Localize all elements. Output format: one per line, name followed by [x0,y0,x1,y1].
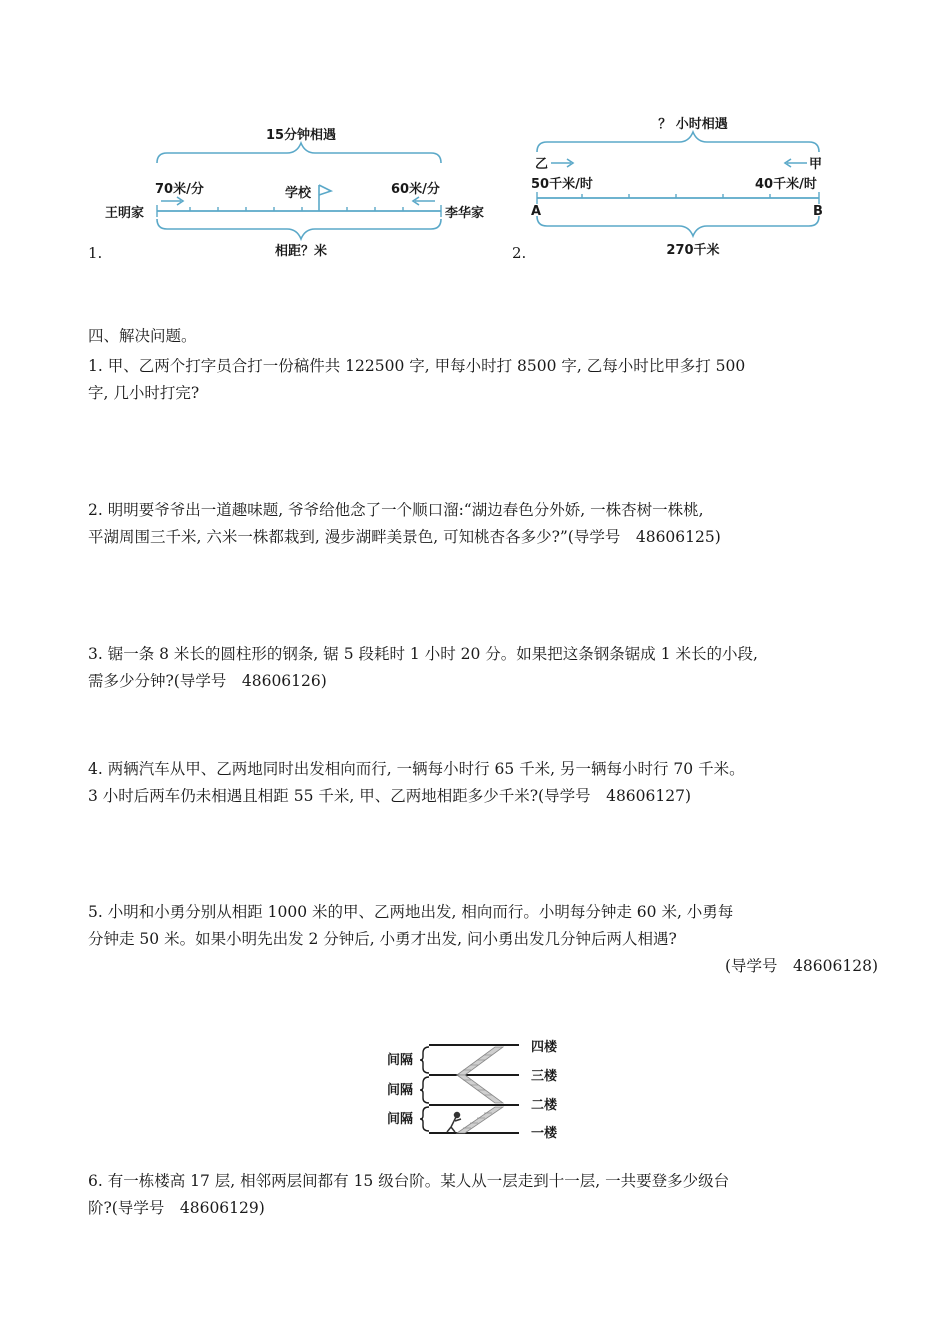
problem-4-line-1: 4. 两辆汽车从甲、乙两地同时出发相向而行, 一辆每小时行 65 千米, 另一辆每小时行 70 千米。 [88,760,745,778]
top-brace-label: ？ 小时相遇 [658,117,728,132]
figure-1-number: 1. [88,244,103,262]
problem-1 [88,353,878,407]
problem-2 [88,497,878,551]
problem-1-line-1: 1. 甲、乙两个打字员合打一份稿件共 122500 字, 甲每小时打 8500 字, 乙每小时比甲多打 500 [88,357,746,375]
top-brace-label: 15分钟相遇 [265,128,337,143]
figure-2-number: 2. [512,244,527,262]
gap-label-1: 间隔 [387,1053,414,1068]
problem-4-line-2: 3 小时后两车仍未相遇且相距 55 千米, 甲、乙两地相距多少千米?(导学号 48606127) [88,787,692,805]
right-home-label: 李华家 [445,206,485,221]
point-b: B [813,204,823,219]
problem-1-line-2: 字, 几小时打完? [88,384,200,402]
problem-3-line-1: 3. 锯一条 8 米长的圆柱形的钢条, 锯 5 段耗时 1 小时 20 分。如果把这条钢条锯成 1 米长的小段, [88,645,758,663]
bottom-brace [157,219,441,239]
floor-label-1: 一楼 [531,1126,558,1141]
top-brace [537,132,819,152]
problem-5-line-1: 5. 小明和小勇分别从相距 1000 米的甲、乙两地出发, 相向而行。小明每分钟走 60 米, 小勇每 [88,903,734,921]
right-speed-label: 60米/分 [391,182,440,197]
left-name: 乙 [535,157,549,172]
gap-label-2: 间隔 [387,1083,414,1098]
right-speed-label: 40千米/时 [755,177,817,192]
bottom-brace [537,216,819,236]
problem-5-line-2: 分钟走 50 米。如果小明先出发 2 分钟后, 小勇才出发, 问小勇出发几分钟后两人相遇? [88,930,677,948]
left-speed-label: 70米/分 [155,182,204,197]
problem-3 [88,641,878,695]
problem-3-line-2: 需多少分钟?(导学号 48606126) [88,672,327,690]
left-speed-label: 50千米/时 [531,177,593,192]
bottom-brace-label: 相距？米 [274,244,328,259]
problem-6-line-1: 6. 有一栋楼高 17 层, 相邻两层间都有 15 级台阶。某人从一层走到十一层, 一共要登多少级台 [88,1172,730,1190]
top-brace [157,143,441,163]
gap-label-3: 间隔 [387,1112,414,1127]
right-name: 甲 [809,157,823,172]
problem-2-line-2: 平湖周围三千米, 六米一株都栽到, 漫步湖畔美景色, 可知桃杏各多少?”(导学号 48606125) [88,528,721,546]
section-title: 四、解决问题。 [88,327,197,345]
person-icon [447,1113,461,1133]
left-home-label: 王明家 [105,206,145,221]
bottom-brace-label: 270千米 [666,243,720,258]
floor-label-3: 三楼 [531,1069,558,1084]
floor-label-4: 四楼 [531,1040,558,1055]
school-label: 学校 [285,186,312,201]
problem-5 [88,899,878,980]
figure-1-line-diagram [95,115,505,265]
problem-4 [88,756,878,810]
problem-6 [88,1168,878,1222]
problem-2-line-1: 2. 明明要爷爷出一道趣味题, 爷爷给他念了一个顺口溜:“湖边春色分外娇, 一株杏树一株桃, [88,501,704,519]
figure-2-line-diagram [525,108,845,263]
stairs-figure [385,1035,575,1145]
problem-6-line-2: 阶?(导学号 48606129) [88,1199,265,1217]
point-a: A [531,204,542,219]
floor-label-2: 二楼 [531,1098,558,1113]
problem-5-ref: (导学号 48606128) [725,957,878,975]
